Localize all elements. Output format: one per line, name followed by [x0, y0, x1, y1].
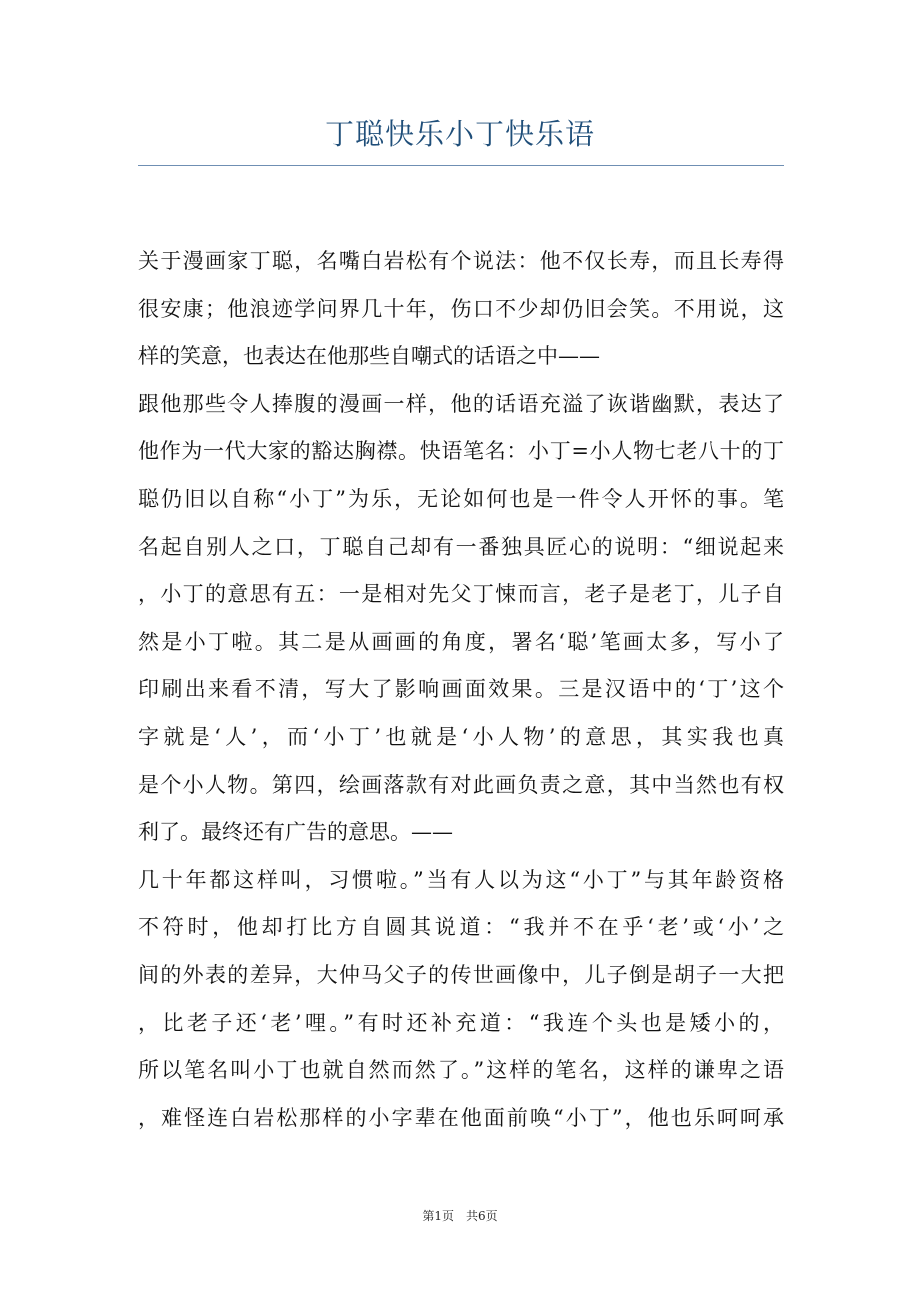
text-line: 几十年都这样叫，习惯啦。”当有人以为这“小丁”与其年龄资格 [138, 867, 784, 892]
page-footer [0, 1207, 920, 1224]
text-line: 印刷出来看不清，写大了影响画面效果。三是汉语中的‘丁’这个 [138, 677, 784, 702]
title-divider [138, 165, 784, 166]
page-title: 丁聪快乐小丁快乐语 [324, 117, 595, 151]
text-line: 很安康；他浪迹学问界几十年，伤口不少却仍旧会笑。不用说，这 [138, 296, 784, 321]
text-line: 间的外表的差异，大仲马父子的传世画像中，儿子倒是胡子一大把 [138, 962, 784, 987]
text-line: 关于漫画家丁聪，名嘴白岩松有个说法：他不仅长寿，而且长寿得 [138, 249, 784, 273]
text-line: 然是小丁啦。其二是从画画的角度，署名‘聪’笔画太多，写小了 [138, 629, 784, 654]
page-number: 第1页 [422, 1209, 454, 1223]
text-line: 不符时，他却打比方自圆其说道：“我并不在乎‘老’或‘小’之 [138, 915, 784, 940]
text-line: 利了。最终还有广告的意思。—— [138, 820, 453, 845]
text-line: ，小丁的意思有五：一是相对先父丁悚而言，老子是老丁，儿子自 [138, 582, 784, 607]
text-line: ，难怪连白岩松那样的小字辈在他面前唤“小丁”，他也乐呵呵承 [138, 1105, 784, 1130]
text-line: 名起自别人之口，丁聪自己却有一番独具匠心的说明：“细说起来 [138, 534, 784, 559]
text-line: 样的笑意，也表达在他那些自嘲式的话语之中—— [138, 344, 600, 369]
text-line: ，比老子还‘老’哩。”有时还补充道：“我连个头也是矮小的， [138, 1010, 784, 1035]
text-line: 聪仍旧以自称“小丁”为乐，无论如何也是一件令人开怀的事。笔 [138, 486, 784, 511]
text-line: 字就是‘人’，而‘小丁’也就是‘小人物’的意思，其实我也真 [138, 724, 784, 749]
text-line: 是个小人物。第四，绘画落款有对此画负责之意，其中当然也有权 [138, 772, 784, 797]
text-line: 跟他那些令人捧腹的漫画一样，他的话语充溢了诙谐幽默，表达了 [138, 391, 784, 416]
text-line: 所以笔名叫小丁也就自然而然了。”这样的笔名，这样的谦卑之语 [138, 1058, 784, 1083]
text-line: 他作为一代大家的豁达胸襟。快语笔名：小丁=小人物七老八十的丁 [138, 439, 784, 464]
body-text [138, 238, 784, 1142]
page-total: 共6页 [466, 1209, 498, 1223]
